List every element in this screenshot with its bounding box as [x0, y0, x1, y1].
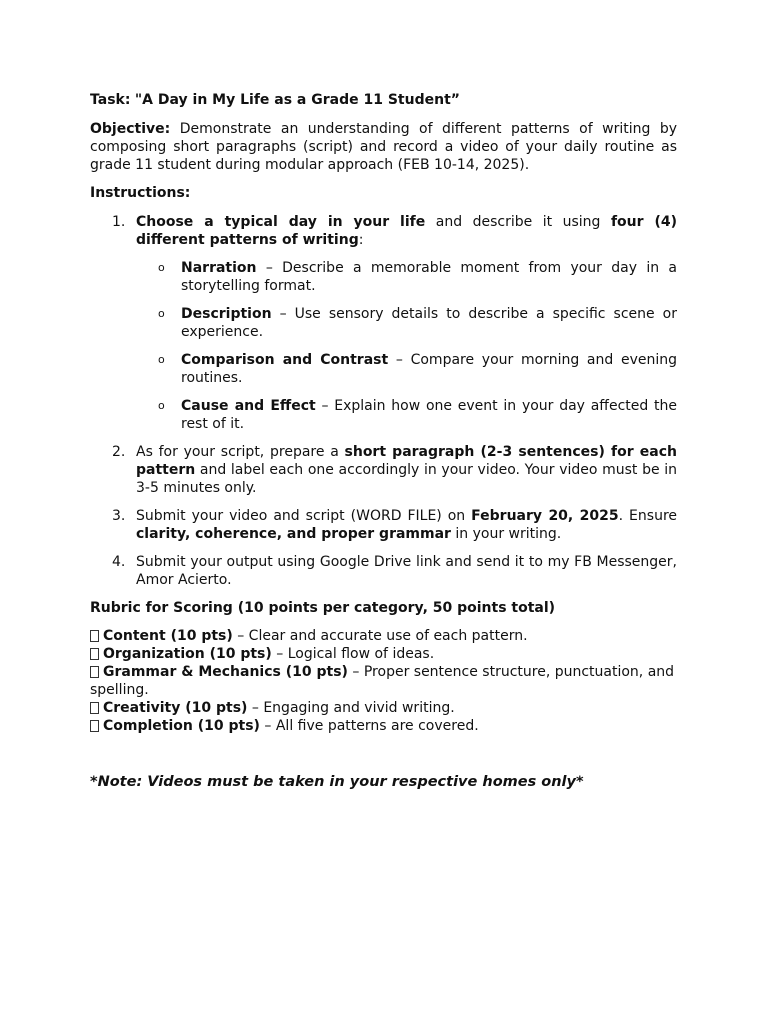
rubric-item-content — [90, 627, 677, 645]
pattern-desc: – Compare your morning and evening routines. — [181, 352, 677, 386]
step-bold-date: February 20, 2025 — [471, 508, 619, 524]
instruction-step-3 — [90, 507, 677, 543]
rubric-label: Grammar & Mechanics (10 pts) — [103, 664, 348, 680]
objective-paragraph — [90, 120, 677, 174]
instruction-step-4 — [90, 553, 677, 589]
writing-patterns-list — [136, 259, 677, 433]
task-title — [90, 91, 677, 109]
objective-text: Demonstrate an understanding of different patterns of writing by composing short paragraphs (script) and record a video of your daily routine as grade 11 student during modular approach (FEB 10-14, 2025). — [90, 121, 678, 173]
bullet-o-icon: o — [158, 399, 165, 412]
pattern-name: Comparison and Contrast — [181, 352, 389, 368]
note-text: *Note: Videos must be taken in your respective homes only* — [90, 774, 584, 790]
objective-label: Objective: — [90, 121, 171, 137]
bullet-o-icon: o — [158, 261, 165, 274]
step-bold-start: Choose a typical day in your life — [136, 214, 426, 230]
pattern-desc: – Use sensory details to describe a specific scene or experience. — [181, 306, 677, 340]
document-page — [90, 91, 677, 791]
bullet-o-icon: o — [158, 307, 165, 320]
checkbox-glyph-icon — [90, 666, 99, 678]
rubric-desc: – Proper sentence structure, punctuation, and spelling. — [90, 664, 675, 698]
step-bold: short paragraph (2-3 sentences) for each pattern — [136, 444, 677, 478]
step-number: 1. — [112, 214, 126, 230]
bullet-o-icon: o — [158, 353, 165, 366]
pattern-item-narration — [136, 259, 677, 295]
pattern-item-cause-effect — [136, 397, 677, 433]
rubric-list — [90, 627, 677, 735]
step-text: As for your script, prepare a — [136, 444, 345, 460]
step-number: 4. — [112, 554, 126, 570]
step-number: 3. — [112, 508, 126, 524]
step-text-mid: . Ensure — [618, 508, 678, 524]
step-text: Submit your video and script (WORD FILE) on — [136, 508, 472, 524]
pattern-desc: – Explain how one event in your day affected the rest of it. — [181, 398, 677, 432]
instructions-heading — [90, 184, 677, 202]
step-number: 2. — [112, 444, 126, 460]
pattern-name: Description — [181, 306, 272, 322]
rubric-label: Creativity (10 pts) — [103, 700, 248, 716]
checkbox-glyph-icon — [90, 648, 99, 660]
rubric-label: Completion (10 pts) — [103, 718, 260, 734]
pattern-name: Cause and Effect — [181, 398, 316, 414]
step-text: and describe it using — [425, 214, 611, 230]
rubric-heading — [90, 599, 677, 617]
rubric-item-creativity — [90, 699, 677, 717]
rubric-desc: – All five patterns are covered. — [259, 718, 479, 734]
task-label: Task: — [90, 92, 131, 108]
rubric-label: Content (10 pts) — [103, 628, 233, 644]
instruction-step-1 — [90, 213, 677, 433]
step-bold-end: four (4) different patterns of writing — [136, 214, 677, 248]
checkbox-glyph-icon — [90, 630, 99, 642]
rubric-desc: – Engaging and vivid writing. — [247, 700, 455, 716]
pattern-item-comparison — [136, 351, 677, 387]
rubric-label: Organization (10 pts) — [103, 646, 272, 662]
step-text: Submit your output using Google Drive link and send it to my FB Messenger, Amor Acierto. — [136, 554, 677, 588]
pattern-desc: – Describe a memorable moment from your day in a storytelling format. — [181, 260, 677, 294]
checkbox-glyph-icon — [90, 720, 99, 732]
rubric-desc: – Clear and accurate use of each pattern. — [232, 628, 528, 644]
rubric-item-completion — [90, 717, 677, 735]
pattern-item-description — [136, 305, 677, 341]
task-title-text: "A Day in My Life as a Grade 11 Student” — [134, 92, 460, 108]
step-text-end: and label each one accordingly in your video. Your video must be in 3-5 minutes only. — [136, 462, 677, 496]
instruction-step-2 — [90, 443, 677, 497]
instructions-heading-text: Instructions: — [90, 185, 191, 201]
step-text-end: : — [358, 232, 364, 248]
step-bold-quality: clarity, coherence, and proper grammar — [136, 526, 451, 542]
pattern-name: Narration — [181, 260, 257, 276]
step-text-end: in your writing. — [450, 526, 562, 542]
rubric-desc: – Logical flow of ideas. — [271, 646, 435, 662]
instruction-steps — [90, 213, 677, 589]
checkbox-glyph-icon — [90, 702, 99, 714]
rubric-heading-text: Rubric for Scoring (10 points per category, 50 points total) — [90, 600, 556, 616]
rubric-item-organization — [90, 645, 677, 663]
rubric-item-grammar — [90, 663, 677, 699]
